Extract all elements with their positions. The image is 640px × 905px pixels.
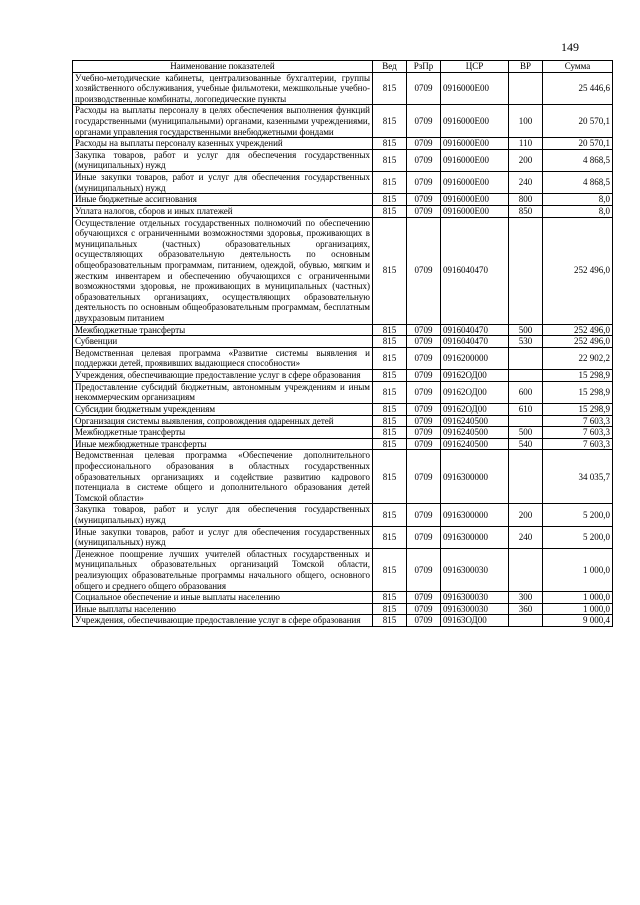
cell-rzpr: 0709 [407,217,441,324]
header-ved: Вед [373,61,407,73]
cell-name: Иные закупки товаров, работ и услуг для обеспечения государственных (муниципальных) нужд [73,526,373,548]
cell-vr: 540 [509,438,543,450]
cell-name: Иные межбюджетные трансферты [73,438,373,450]
cell-name: Расходы на выплаты персоналу казенных учреждений [73,138,373,150]
cell-vr [509,217,543,324]
table-row [73,603,613,615]
cell-sum: 252 496,0 [543,324,613,336]
cell-rzpr: 0709 [407,450,441,504]
cell-csr: 0916300000 [441,504,509,526]
table-row [73,427,613,439]
cell-ved: 815 [373,592,407,604]
cell-rzpr: 0709 [407,105,441,138]
table-row [73,336,613,348]
cell-ved: 815 [373,336,407,348]
cell-ved: 815 [373,603,407,615]
cell-rzpr: 0709 [407,381,441,403]
table-row [73,194,613,206]
table-row [73,381,613,403]
cell-ved: 815 [373,370,407,382]
cell-ved: 815 [373,324,407,336]
cell-name: Учреждения, обеспечивающие предоставление услуг в сфере образования [73,615,373,627]
budget-table [72,60,613,627]
cell-sum: 252 496,0 [543,217,613,324]
table-row [73,415,613,427]
cell-name: Ведомственная целевая программа «Обеспечение дополнительного профессионального образования в областных государственных образовательных организациях и содействие развитию кадрового потенциала в системе общего и дополнительного образования детей Томской области» [73,450,373,504]
cell-csr: 09162ОД00 [441,403,509,415]
cell-sum: 1 000,0 [543,603,613,615]
cell-vr: 850 [509,205,543,217]
cell-sum: 20 570,1 [543,138,613,150]
cell-vr: 800 [509,194,543,206]
cell-sum: 20 570,1 [543,105,613,138]
cell-rzpr: 0709 [407,324,441,336]
cell-vr [509,450,543,504]
cell-rzpr: 0709 [407,415,441,427]
cell-csr: 0916240500 [441,438,509,450]
table-row [73,172,613,194]
table-row [73,72,613,105]
cell-rzpr: 0709 [407,370,441,382]
cell-vr: 360 [509,603,543,615]
cell-sum: 15 298,9 [543,381,613,403]
cell-name: Ведомственная целевая программа «Развитие системы выявления и поддержки детей, проявивших выдающиеся способности» [73,347,373,369]
table-row [73,347,613,369]
cell-vr [509,548,543,591]
cell-vr [509,72,543,105]
cell-name: Организация системы выявления, сопровождения одаренных детей [73,415,373,427]
cell-rzpr: 0709 [407,336,441,348]
cell-csr: 0916000Е00 [441,105,509,138]
cell-rzpr: 0709 [407,427,441,439]
table-row [73,324,613,336]
cell-vr [509,347,543,369]
cell-csr: 0916000Е00 [441,194,509,206]
cell-vr [509,415,543,427]
cell-csr: 0916000Е00 [441,172,509,194]
cell-vr: 500 [509,427,543,439]
table-header-row [73,61,613,73]
cell-vr: 500 [509,324,543,336]
cell-vr: 610 [509,403,543,415]
cell-csr: 0916240500 [441,415,509,427]
cell-name: Закупка товаров, работ и услуг для обеспечения государственных (муниципальных) нужд [73,149,373,171]
cell-rzpr: 0709 [407,403,441,415]
cell-ved: 815 [373,548,407,591]
header-rzpr: РзПр [407,61,441,73]
cell-sum: 5 200,0 [543,504,613,526]
cell-sum: 7 603,3 [543,415,613,427]
cell-rzpr: 0709 [407,504,441,526]
cell-name: Иные бюджетные ассигнования [73,194,373,206]
cell-name: Осуществление отдельных государственных полномочий по обеспечению обучающихся с ограниченными возможностями здоровья, проживающих в муниципальных (частных) образовательных организациях, осуществляющих образовательную деятельность по основным общеобразовательным программам, питанием, одеждой, обувью, мягким и жестким инвентарем и обеспечению обучающихся с ограниченными возможностями здоровья, не проживающих в муниципальных (частных) образовательных организациях, осуществляющих образовательную деятельность по основным общеобразовательным программам, бесплатным двухразовым питанием [73,217,373,324]
table-row [73,138,613,150]
cell-rzpr: 0709 [407,347,441,369]
cell-rzpr: 0709 [407,548,441,591]
cell-ved: 815 [373,217,407,324]
cell-rzpr: 0709 [407,526,441,548]
cell-name: Иные выплаты населению [73,603,373,615]
cell-sum: 4 868,5 [543,149,613,171]
table-row [73,217,613,324]
cell-csr: 0916300030 [441,548,509,591]
cell-sum: 22 902,2 [543,347,613,369]
cell-csr: 0916000Е00 [441,149,509,171]
cell-sum: 9 000,4 [543,615,613,627]
table-row [73,403,613,415]
table-row [73,592,613,604]
cell-ved: 815 [373,72,407,105]
cell-vr [509,370,543,382]
cell-rzpr: 0709 [407,138,441,150]
table-row [73,105,613,138]
cell-ved: 815 [373,450,407,504]
cell-csr: 09163ОД00 [441,615,509,627]
cell-vr: 110 [509,138,543,150]
header-csr: ЦСР [441,61,509,73]
table-row [73,615,613,627]
cell-name: Межбюджетные трансферты [73,324,373,336]
cell-ved: 815 [373,427,407,439]
cell-vr: 200 [509,149,543,171]
cell-rzpr: 0709 [407,149,441,171]
cell-name: Иные закупки товаров, работ и услуг для обеспечения государственных (муниципальных) нужд [73,172,373,194]
cell-ved: 815 [373,138,407,150]
header-name: Наименование показателей [73,61,373,73]
cell-name: Учреждения, обеспечивающие предоставление услуг в сфере образования [73,370,373,382]
cell-csr: 0916040470 [441,324,509,336]
cell-sum: 34 035,7 [543,450,613,504]
cell-csr: 0916040470 [441,336,509,348]
cell-csr: 0916300030 [441,603,509,615]
cell-ved: 815 [373,438,407,450]
cell-sum: 252 496,0 [543,336,613,348]
cell-sum: 15 298,9 [543,403,613,415]
table-row [73,504,613,526]
header-vr: ВР [509,61,543,73]
cell-ved: 815 [373,504,407,526]
cell-csr: 0916300000 [441,526,509,548]
cell-sum: 1 000,0 [543,592,613,604]
cell-sum: 4 868,5 [543,172,613,194]
cell-vr: 530 [509,336,543,348]
table-row [73,450,613,504]
cell-vr: 100 [509,105,543,138]
table-row [73,205,613,217]
cell-name: Социальное обеспечение и иные выплаты населению [73,592,373,604]
table-row [73,370,613,382]
cell-rzpr: 0709 [407,615,441,627]
cell-rzpr: 0709 [407,72,441,105]
cell-csr: 0916000Е00 [441,205,509,217]
cell-sum: 5 200,0 [543,526,613,548]
cell-name: Закупка товаров, работ и услуг для обеспечения государственных (муниципальных) нужд [73,504,373,526]
cell-sum: 25 446,6 [543,72,613,105]
cell-sum: 15 298,9 [543,370,613,382]
cell-vr: 600 [509,381,543,403]
cell-vr: 240 [509,526,543,548]
cell-csr: 09162ОД00 [441,381,509,403]
cell-name: Учебно-методические кабинеты, централизованные бухгалтерии, группы хозяйственного обслуживания, учебные фильмотеки, межшкольные учебно-производственные комбинаты, логопедические пункты [73,72,373,105]
cell-rzpr: 0709 [407,603,441,615]
cell-csr: 0916000Е00 [441,138,509,150]
cell-ved: 815 [373,615,407,627]
cell-ved: 815 [373,194,407,206]
cell-ved: 815 [373,172,407,194]
cell-csr: 0916300030 [441,592,509,604]
cell-sum: 7 603,3 [543,427,613,439]
cell-sum: 1 000,0 [543,548,613,591]
cell-ved: 815 [373,415,407,427]
cell-csr: 0916300000 [441,450,509,504]
cell-rzpr: 0709 [407,592,441,604]
cell-rzpr: 0709 [407,194,441,206]
cell-rzpr: 0709 [407,205,441,217]
cell-vr [509,615,543,627]
table-row [73,438,613,450]
cell-ved: 815 [373,149,407,171]
cell-name: Уплата налогов, сборов и иных платежей [73,205,373,217]
cell-ved: 815 [373,526,407,548]
cell-csr: 0916200000 [441,347,509,369]
cell-rzpr: 0709 [407,172,441,194]
cell-rzpr: 0709 [407,438,441,450]
cell-ved: 815 [373,403,407,415]
cell-ved: 815 [373,347,407,369]
cell-name: Предоставление субсидий бюджетным, автономным учреждениям и иным некоммерческим организациям [73,381,373,403]
table-row [73,526,613,548]
cell-csr: 0916040470 [441,217,509,324]
cell-sum: 8,0 [543,194,613,206]
cell-name: Субвенции [73,336,373,348]
cell-csr: 0916000Е00 [441,72,509,105]
cell-ved: 815 [373,381,407,403]
cell-name: Денежное поощрение лучших учителей областных государственных и муниципальных образовательных организаций Томской области, реализующих образовательные программы начального общего, основного общего и среднего общего образования [73,548,373,591]
table-row [73,548,613,591]
cell-sum: 7 603,3 [543,438,613,450]
cell-sum: 8,0 [543,205,613,217]
cell-vr: 200 [509,504,543,526]
cell-name: Межбюджетные трансферты [73,427,373,439]
table-row [73,149,613,171]
cell-csr: 0916240500 [441,427,509,439]
page-number: 149 [561,40,579,54]
header-sum: Сумма [543,61,613,73]
cell-ved: 815 [373,205,407,217]
cell-vr: 300 [509,592,543,604]
cell-name: Субсидии бюджетным учреждениям [73,403,373,415]
cell-vr: 240 [509,172,543,194]
cell-ved: 815 [373,105,407,138]
cell-name: Расходы на выплаты персоналу в целях обеспечения выполнения функций государственными (муниципальными) органами, казенными учреждениями, органами управления государственными внебюджетными фондами [73,105,373,138]
cell-csr: 09162ОД00 [441,370,509,382]
